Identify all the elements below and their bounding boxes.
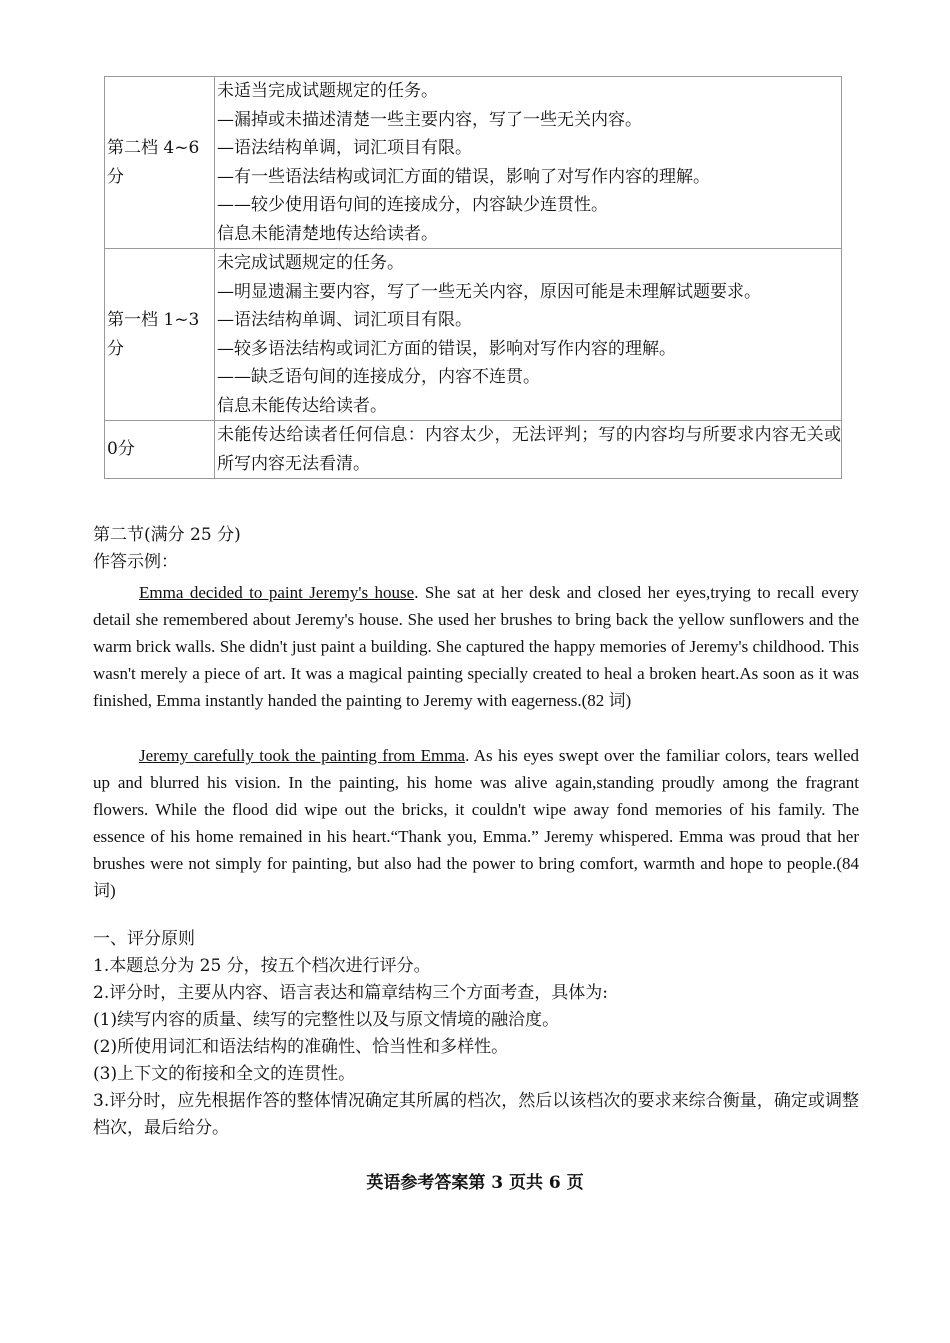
- rubric-table: [104, 76, 842, 479]
- criteria-line: —较多语法结构或词汇方面的错误，影响对写作内容的理解。: [217, 338, 676, 359]
- level-cell: 第一档 1~3分: [105, 249, 215, 421]
- level-cell: 第二档 4~6分: [105, 77, 215, 249]
- page-footer: 英语参考答案第 3 页共 6 页: [366, 1173, 584, 1193]
- criteria-line: ——较少使用语句间的连接成分，内容缺少连贯性。: [217, 195, 608, 215]
- criteria-line: 信息未能清楚地传达给读者。: [217, 223, 438, 244]
- criteria-line: —漏掉或未描述清楚一些主要内容，写了一些无关内容。: [217, 109, 642, 130]
- rubric-row-level-1: [105, 249, 842, 421]
- criteria-line: 未能传达给读者任何信息：内容太少，无法评判；写的内容均与所要求内容无关或所写内容无法看清。: [217, 425, 841, 474]
- rubric-row-level-0: [105, 421, 842, 479]
- section2-header: [93, 522, 859, 576]
- essay-paragraph-1: [93, 579, 859, 714]
- principles-heading: 一、评分原则: [93, 929, 195, 949]
- principle-subitem: (3)上下文的衔接和全文的连贯性。: [93, 1064, 356, 1084]
- underlined-lead-sentence: Jeremy carefully took the painting from Emma: [139, 746, 466, 765]
- paragraph-text: . She sat at her desk and closed her eyes,trying to recall every detail she remembered about Jeremy's house. She used her brushes to bring back the yellow sunflowers and the warm brick walls. She didn't just paint a building. She captured the happy memories of Jeremy's childhood. This wasn't merely a piece of art. It was a magical painting specially created to heal a broken heart.As soon as it was finished, Emma instantly handed the painting to Jeremy with eagerness.(82 词): [93, 583, 859, 710]
- principle-subitem: (2)所使用词汇和语法结构的准确性、恰当性和多样性。: [93, 1037, 509, 1057]
- example-label: 作答示例：: [93, 552, 178, 572]
- essay-paragraph-2: [93, 742, 859, 904]
- criteria-line: 未完成试题规定的任务。: [217, 253, 404, 273]
- criteria-cell: [215, 421, 842, 479]
- criteria-cell: [215, 249, 842, 421]
- rubric-row-level-2: [105, 77, 842, 249]
- criteria-line: ——缺乏语句间的连接成分，内容不连贯。: [217, 367, 540, 387]
- criteria-line: —语法结构单调，词汇项目有限。: [217, 138, 472, 158]
- principle-subitem: (1)续写内容的质量、续写的完整性以及与原文情境的融洽度。: [93, 1010, 560, 1030]
- section-heading: 第二节(满分 25 分): [93, 525, 241, 545]
- level-cell: 0分: [105, 421, 215, 479]
- principle-item: 2.评分时，主要从内容、语言表达和篇章结构三个方面考查，具体为:: [93, 983, 608, 1003]
- principle-item: 3.评分时，应先根据作答的整体情况确定其所属的档次，然后以该档次的要求来综合衡量，确定或调整档次，最后给分。: [93, 1091, 859, 1138]
- criteria-line: —明显遗漏主要内容，写了一些无关内容，原因可能是未理解试题要求。: [217, 281, 761, 302]
- scoring-principles: [93, 926, 859, 1142]
- criteria-line: 未适当完成试题规定的任务。: [217, 81, 438, 101]
- underlined-lead-sentence: Emma decided to paint Jeremy's house: [139, 583, 415, 602]
- principle-item: 1.本题总分为 25 分，按五个档次进行评分。: [93, 956, 431, 976]
- criteria-cell: [215, 77, 842, 249]
- paragraph-text: . As his eyes swept over the familiar colors, tears welled up and blurred his vision. In the painting, his home was alive again,standing proudly among the fragrant flowers. While the flood did wipe out the bricks, it couldn't wipe away fond memories of his family. The essence of his home remained in his heart.“Thank you, Emma.” Jeremy whispered. Emma was proud that her brushes were not simply for painting, but also had the power to bring comfort, warmth and hope to people.(84 词): [93, 746, 859, 900]
- criteria-line: —语法结构单调、词汇项目有限。: [217, 310, 472, 330]
- criteria-line: 信息未能传达给读者。: [217, 395, 387, 416]
- criteria-line: —有一些语法结构或词汇方面的错误，影响了对写作内容的理解。: [217, 166, 710, 187]
